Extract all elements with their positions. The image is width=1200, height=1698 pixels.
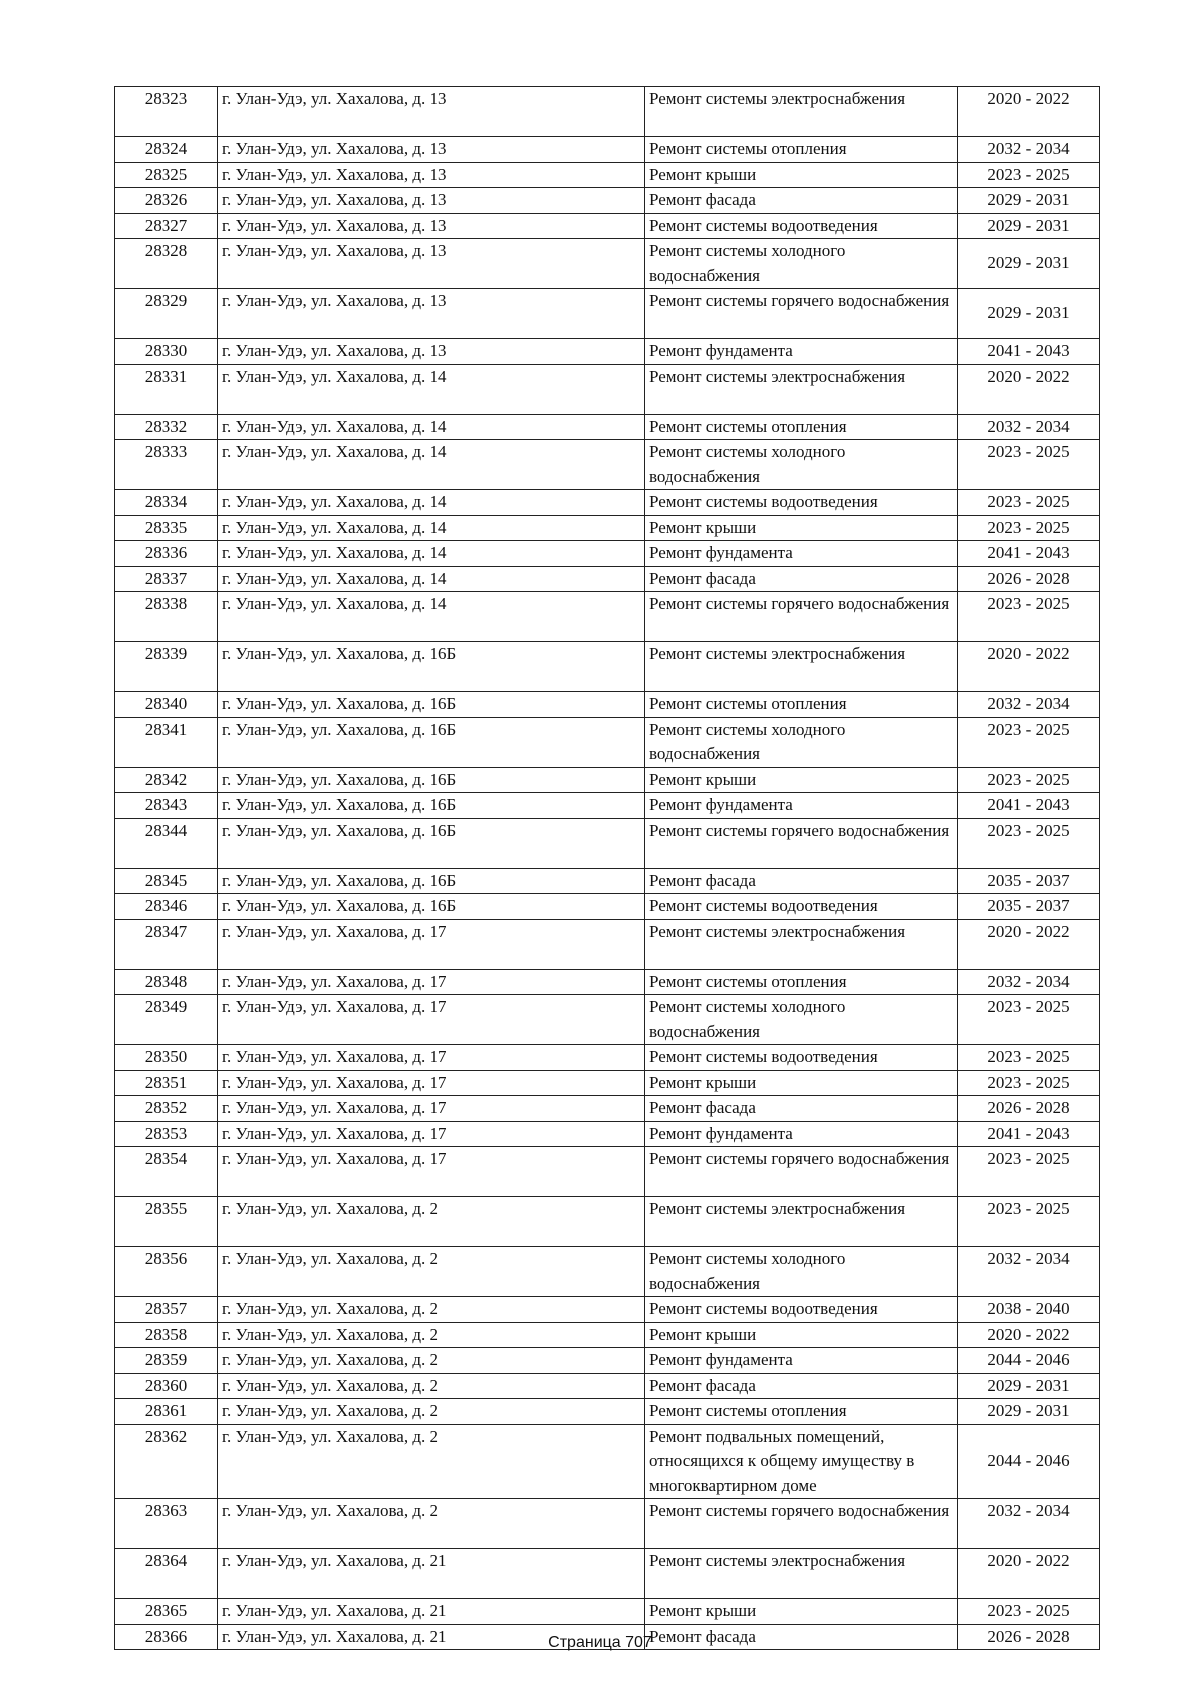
address-cell: г. Улан-Удэ, ул. Хахалова, д. 2: [218, 1247, 645, 1297]
work-type-cell: Ремонт фасада: [645, 1373, 958, 1399]
work-type-cell: Ремонт системы отопления: [645, 414, 958, 440]
work-type-cell: Ремонт крыши: [645, 767, 958, 793]
address-cell: г. Улан-Удэ, ул. Хахалова, д. 13: [218, 213, 645, 239]
row-number-cell: 28346: [115, 894, 218, 920]
address-cell: г. Улан-Удэ, ул. Хахалова, д. 2: [218, 1348, 645, 1374]
address-cell: г. Улан-Удэ, ул. Хахалова, д. 14: [218, 490, 645, 516]
row-number-cell: 28365: [115, 1599, 218, 1625]
address-cell: г. Улан-Удэ, ул. Хахалова, д. 2: [218, 1499, 645, 1549]
address-cell: г. Улан-Удэ, ул. Хахалова, д. 21: [218, 1549, 645, 1599]
table-row: [115, 592, 1100, 642]
period-cell: 2023 - 2025: [958, 1599, 1100, 1625]
address-cell: г. Улан-Удэ, ул. Хахалова, д. 16Б: [218, 642, 645, 692]
work-type-cell: Ремонт фундамента: [645, 1348, 958, 1374]
work-type-cell: Ремонт системы электроснабжения: [645, 919, 958, 969]
row-number-cell: 28352: [115, 1096, 218, 1122]
row-number-cell: 28340: [115, 692, 218, 718]
table-row: [115, 490, 1100, 516]
address-cell: г. Улан-Удэ, ул. Хахалова, д. 14: [218, 541, 645, 567]
period-cell: 2032 - 2034: [958, 137, 1100, 163]
work-type-cell: Ремонт крыши: [645, 1070, 958, 1096]
address-cell: г. Улан-Удэ, ул. Хахалова, д. 2: [218, 1297, 645, 1323]
table-row: [115, 188, 1100, 214]
address-cell: г. Улан-Удэ, ул. Хахалова, д. 17: [218, 995, 645, 1045]
page-number: Страница 707: [548, 1634, 652, 1651]
row-number-cell: 28327: [115, 213, 218, 239]
work-type-cell: Ремонт крыши: [645, 162, 958, 188]
period-cell: 2023 - 2025: [958, 818, 1100, 868]
work-type-cell: Ремонт фундамента: [645, 541, 958, 567]
table-row: [115, 818, 1100, 868]
row-number-cell: 28360: [115, 1373, 218, 1399]
table-row: [115, 1499, 1100, 1549]
address-cell: г. Улан-Удэ, ул. Хахалова, д. 13: [218, 339, 645, 365]
table-row: [115, 642, 1100, 692]
table-row: [115, 717, 1100, 767]
period-cell: 2032 - 2034: [958, 969, 1100, 995]
table-row: [115, 87, 1100, 137]
address-cell: г. Улан-Удэ, ул. Хахалова, д. 2: [218, 1424, 645, 1499]
work-type-cell: Ремонт системы водоотведения: [645, 213, 958, 239]
row-number-cell: 28335: [115, 515, 218, 541]
work-type-cell: Ремонт фундамента: [645, 339, 958, 365]
work-type-cell: Ремонт системы электроснабжения: [645, 1549, 958, 1599]
table-row: [115, 213, 1100, 239]
table-row: [115, 339, 1100, 365]
table-row: [115, 1348, 1100, 1374]
address-cell: г. Улан-Удэ, ул. Хахалова, д. 17: [218, 1096, 645, 1122]
table-row: [115, 289, 1100, 339]
table-row: [115, 515, 1100, 541]
period-cell: 2038 - 2040: [958, 1297, 1100, 1323]
table-row: [115, 566, 1100, 592]
work-type-cell: Ремонт системы горячего водоснабжения: [645, 289, 958, 339]
row-number-cell: 28347: [115, 919, 218, 969]
row-number-cell: 28326: [115, 188, 218, 214]
row-number-cell: 28359: [115, 1348, 218, 1374]
work-type-cell: Ремонт системы водоотведения: [645, 894, 958, 920]
period-cell: 2035 - 2037: [958, 868, 1100, 894]
row-number-cell: 28356: [115, 1247, 218, 1297]
address-cell: г. Улан-Удэ, ул. Хахалова, д. 16Б: [218, 868, 645, 894]
address-cell: г. Улан-Удэ, ул. Хахалова, д. 13: [218, 239, 645, 289]
table-row: [115, 767, 1100, 793]
address-cell: г. Улан-Удэ, ул. Хахалова, д. 2: [218, 1399, 645, 1425]
address-cell: г. Улан-Удэ, ул. Хахалова, д. 13: [218, 87, 645, 137]
row-number-cell: 28350: [115, 1045, 218, 1071]
work-type-cell: Ремонт крыши: [645, 1322, 958, 1348]
row-number-cell: 28325: [115, 162, 218, 188]
row-number-cell: 28361: [115, 1399, 218, 1425]
period-cell: 2041 - 2043: [958, 1121, 1100, 1147]
address-cell: г. Улан-Удэ, ул. Хахалова, д. 2: [218, 1373, 645, 1399]
work-type-cell: Ремонт системы водоотведения: [645, 1297, 958, 1323]
work-type-cell: Ремонт системы горячего водоснабжения: [645, 1499, 958, 1549]
table-row: [115, 1045, 1100, 1071]
work-type-cell: Ремонт фасада: [645, 868, 958, 894]
work-type-cell: Ремонт фундамента: [645, 793, 958, 819]
address-cell: г. Улан-Удэ, ул. Хахалова, д. 13: [218, 162, 645, 188]
address-cell: г. Улан-Удэ, ул. Хахалова, д. 16Б: [218, 818, 645, 868]
table-row: [115, 868, 1100, 894]
row-number-cell: 28363: [115, 1499, 218, 1549]
period-cell: 2023 - 2025: [958, 515, 1100, 541]
address-cell: г. Улан-Удэ, ул. Хахалова, д. 17: [218, 919, 645, 969]
table-row: [115, 919, 1100, 969]
table-row: [115, 414, 1100, 440]
period-cell: 2023 - 2025: [958, 490, 1100, 516]
period-cell: 2020 - 2022: [958, 642, 1100, 692]
work-type-cell: Ремонт системы электроснабжения: [645, 364, 958, 414]
period-cell: 2023 - 2025: [958, 592, 1100, 642]
work-type-cell: Ремонт системы электроснабжения: [645, 87, 958, 137]
period-cell: 2029 - 2031: [958, 239, 1100, 289]
period-cell: 2020 - 2022: [958, 1549, 1100, 1599]
row-number-cell: 28336: [115, 541, 218, 567]
row-number-cell: 28341: [115, 717, 218, 767]
table-row: [115, 1121, 1100, 1147]
period-cell: 2029 - 2031: [958, 188, 1100, 214]
work-type-cell: Ремонт системы электроснабжения: [645, 1197, 958, 1247]
row-number-cell: 28358: [115, 1322, 218, 1348]
period-cell: 2029 - 2031: [958, 289, 1100, 339]
work-type-cell: Ремонт системы холодного водоснабжения: [645, 995, 958, 1045]
row-number-cell: 28366: [115, 1624, 218, 1650]
work-type-cell: Ремонт фундамента: [645, 1121, 958, 1147]
table-row: [115, 995, 1100, 1045]
table-row: [115, 894, 1100, 920]
period-cell: 2029 - 2031: [958, 1373, 1100, 1399]
work-type-cell: Ремонт системы отопления: [645, 137, 958, 163]
row-number-cell: 28329: [115, 289, 218, 339]
row-number-cell: 28338: [115, 592, 218, 642]
address-cell: г. Улан-Удэ, ул. Хахалова, д. 14: [218, 515, 645, 541]
work-type-cell: Ремонт системы водоотведения: [645, 490, 958, 516]
row-number-cell: 28328: [115, 239, 218, 289]
period-cell: 2035 - 2037: [958, 894, 1100, 920]
period-cell: 2032 - 2034: [958, 1499, 1100, 1549]
work-type-cell: Ремонт системы холодного водоснабжения: [645, 717, 958, 767]
period-cell: 2041 - 2043: [958, 793, 1100, 819]
table-row: [115, 364, 1100, 414]
period-cell: 2023 - 2025: [958, 1197, 1100, 1247]
period-cell: 2020 - 2022: [958, 1322, 1100, 1348]
period-cell: 2044 - 2046: [958, 1348, 1100, 1374]
row-number-cell: 28349: [115, 995, 218, 1045]
row-number-cell: 28343: [115, 793, 218, 819]
address-cell: г. Улан-Удэ, ул. Хахалова, д. 17: [218, 1147, 645, 1197]
row-number-cell: 28344: [115, 818, 218, 868]
period-cell: 2020 - 2022: [958, 364, 1100, 414]
table-body: [115, 87, 1100, 1650]
address-cell: г. Улан-Удэ, ул. Хахалова, д. 14: [218, 566, 645, 592]
address-cell: г. Улан-Удэ, ул. Хахалова, д. 13: [218, 289, 645, 339]
row-number-cell: 28351: [115, 1070, 218, 1096]
work-type-cell: Ремонт подвальных помещений, относящихся к общему имуществу в многоквартирном доме: [645, 1424, 958, 1499]
period-cell: 2026 - 2028: [958, 1624, 1100, 1650]
row-number-cell: 28323: [115, 87, 218, 137]
work-type-cell: Ремонт фасада: [645, 1624, 958, 1650]
address-cell: г. Улан-Удэ, ул. Хахалова, д. 14: [218, 440, 645, 490]
work-type-cell: Ремонт системы водоотведения: [645, 1045, 958, 1071]
row-number-cell: 28354: [115, 1147, 218, 1197]
work-type-cell: Ремонт системы отопления: [645, 969, 958, 995]
table-row: [115, 1373, 1100, 1399]
period-cell: 2026 - 2028: [958, 1096, 1100, 1122]
work-type-cell: Ремонт фасада: [645, 566, 958, 592]
work-type-cell: Ремонт системы электроснабжения: [645, 642, 958, 692]
address-cell: г. Улан-Удэ, ул. Хахалова, д. 17: [218, 1045, 645, 1071]
row-number-cell: 28357: [115, 1297, 218, 1323]
table-row: [115, 137, 1100, 163]
table-row: [115, 1096, 1100, 1122]
period-cell: 2026 - 2028: [958, 566, 1100, 592]
period-cell: 2020 - 2022: [958, 919, 1100, 969]
address-cell: г. Улан-Удэ, ул. Хахалова, д. 13: [218, 137, 645, 163]
row-number-cell: 28355: [115, 1197, 218, 1247]
address-cell: г. Улан-Удэ, ул. Хахалова, д. 16Б: [218, 717, 645, 767]
table-row: [115, 1197, 1100, 1247]
table-row: [115, 1549, 1100, 1599]
row-number-cell: 28331: [115, 364, 218, 414]
period-cell: 2023 - 2025: [958, 440, 1100, 490]
address-cell: г. Улан-Удэ, ул. Хахалова, д. 21: [218, 1599, 645, 1625]
address-cell: г. Улан-Удэ, ул. Хахалова, д. 2: [218, 1322, 645, 1348]
table-row: [115, 239, 1100, 289]
address-cell: г. Улан-Удэ, ул. Хахалова, д. 14: [218, 364, 645, 414]
table-row: [115, 541, 1100, 567]
period-cell: 2023 - 2025: [958, 717, 1100, 767]
period-cell: 2032 - 2034: [958, 414, 1100, 440]
row-number-cell: 28348: [115, 969, 218, 995]
work-type-cell: Ремонт системы горячего водоснабжения: [645, 592, 958, 642]
address-cell: г. Улан-Удэ, ул. Хахалова, д. 17: [218, 1121, 645, 1147]
work-type-cell: Ремонт крыши: [645, 515, 958, 541]
work-type-cell: Ремонт фасада: [645, 188, 958, 214]
table-row: [115, 1247, 1100, 1297]
row-number-cell: 28330: [115, 339, 218, 365]
row-number-cell: 28353: [115, 1121, 218, 1147]
period-cell: 2023 - 2025: [958, 767, 1100, 793]
table-row: [115, 162, 1100, 188]
period-cell: 2020 - 2022: [958, 87, 1100, 137]
table-row: [115, 1070, 1100, 1096]
row-number-cell: 28364: [115, 1549, 218, 1599]
address-cell: г. Улан-Удэ, ул. Хахалова, д. 16Б: [218, 894, 645, 920]
table-row: [115, 1424, 1100, 1499]
row-number-cell: 28324: [115, 137, 218, 163]
period-cell: 2044 - 2046: [958, 1424, 1100, 1499]
table-row: [115, 692, 1100, 718]
period-cell: 2023 - 2025: [958, 1070, 1100, 1096]
period-cell: 2029 - 2031: [958, 1399, 1100, 1425]
address-cell: г. Улан-Удэ, ул. Хахалова, д. 14: [218, 592, 645, 642]
table-row: [115, 1322, 1100, 1348]
table-row: [115, 1147, 1100, 1197]
table-row: [115, 440, 1100, 490]
row-number-cell: 28345: [115, 868, 218, 894]
period-cell: 2029 - 2031: [958, 213, 1100, 239]
address-cell: г. Улан-Удэ, ул. Хахалова, д. 14: [218, 414, 645, 440]
table-row: [115, 793, 1100, 819]
period-cell: 2023 - 2025: [958, 995, 1100, 1045]
period-cell: 2041 - 2043: [958, 339, 1100, 365]
address-cell: г. Улан-Удэ, ул. Хахалова, д. 17: [218, 969, 645, 995]
work-type-cell: Ремонт фасада: [645, 1096, 958, 1122]
period-cell: 2023 - 2025: [958, 1045, 1100, 1071]
table-row: [115, 1599, 1100, 1625]
row-number-cell: 28333: [115, 440, 218, 490]
table-row: [115, 1399, 1100, 1425]
row-number-cell: 28339: [115, 642, 218, 692]
work-type-cell: Ремонт системы горячего водоснабжения: [645, 1147, 958, 1197]
address-cell: г. Улан-Удэ, ул. Хахалова, д. 13: [218, 188, 645, 214]
period-cell: 2032 - 2034: [958, 692, 1100, 718]
table-row: [115, 969, 1100, 995]
work-type-cell: Ремонт крыши: [645, 1599, 958, 1625]
row-number-cell: 28332: [115, 414, 218, 440]
address-cell: г. Улан-Удэ, ул. Хахалова, д. 21: [218, 1624, 645, 1650]
period-cell: 2032 - 2034: [958, 1247, 1100, 1297]
repair-schedule-table: [114, 86, 1100, 1650]
period-cell: 2023 - 2025: [958, 162, 1100, 188]
address-cell: г. Улан-Удэ, ул. Хахалова, д. 2: [218, 1197, 645, 1247]
address-cell: г. Улан-Удэ, ул. Хахалова, д. 16Б: [218, 767, 645, 793]
address-cell: г. Улан-Удэ, ул. Хахалова, д. 16Б: [218, 793, 645, 819]
work-type-cell: Ремонт системы холодного водоснабжения: [645, 239, 958, 289]
row-number-cell: 28342: [115, 767, 218, 793]
table-row: [115, 1297, 1100, 1323]
work-type-cell: Ремонт системы отопления: [645, 1399, 958, 1425]
address-cell: г. Улан-Удэ, ул. Хахалова, д. 16Б: [218, 692, 645, 718]
period-cell: 2023 - 2025: [958, 1147, 1100, 1197]
row-number-cell: 28362: [115, 1424, 218, 1499]
period-cell: 2041 - 2043: [958, 541, 1100, 567]
address-cell: г. Улан-Удэ, ул. Хахалова, д. 17: [218, 1070, 645, 1096]
row-number-cell: 28334: [115, 490, 218, 516]
work-type-cell: Ремонт системы холодного водоснабжения: [645, 440, 958, 490]
work-type-cell: Ремонт системы отопления: [645, 692, 958, 718]
work-type-cell: Ремонт системы горячего водоснабжения: [645, 818, 958, 868]
work-type-cell: Ремонт системы холодного водоснабжения: [645, 1247, 958, 1297]
row-number-cell: 28337: [115, 566, 218, 592]
